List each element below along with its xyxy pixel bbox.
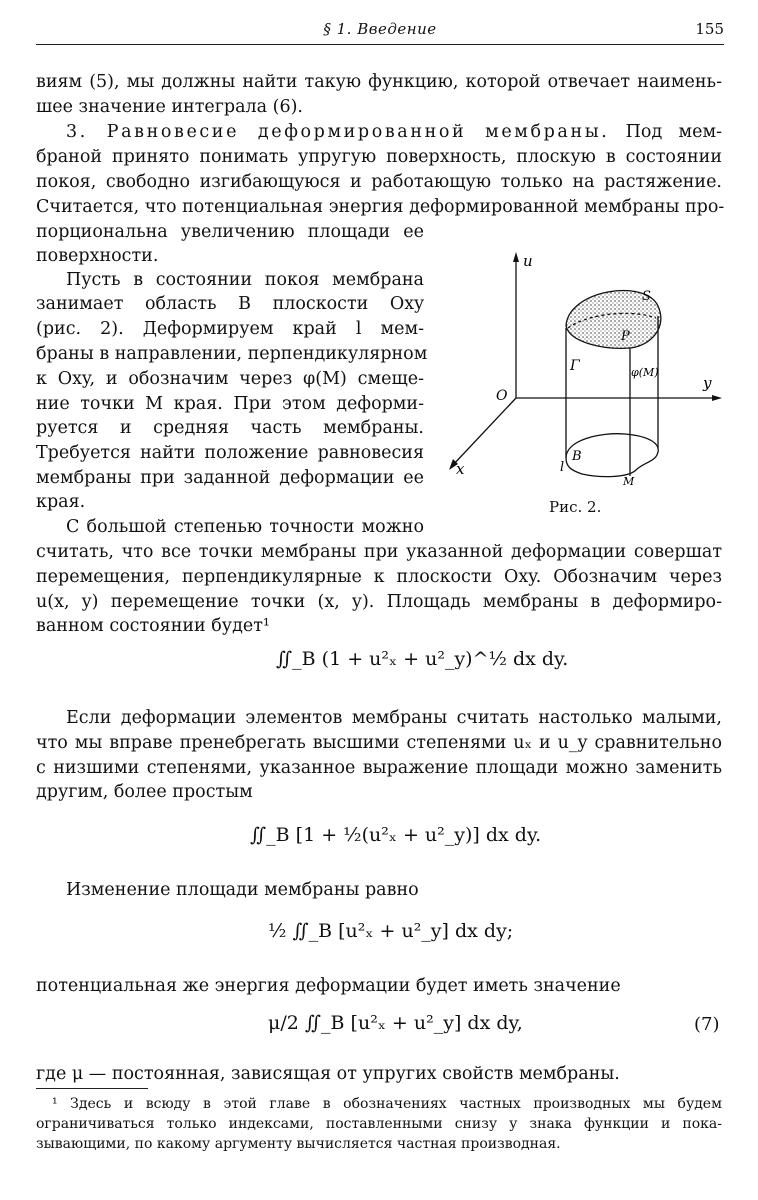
text-line: Требуется найти положение равновесия (36, 443, 424, 463)
text-line: что мы вправе пренебрегать высшими степенями uₓ и u_y сравнительно (36, 733, 722, 753)
footnote-line: ограничиваться только индексами, поставленными снизу у знака функции и пока- (36, 1116, 722, 1132)
text-line: ванном состоянии будет¹ (36, 616, 270, 636)
text-line: Пусть в состоянии покоя мембрана (66, 270, 424, 290)
section-title: § 1. Введение (323, 20, 437, 38)
text-line: где μ — постоянная, зависящая от упругих свойств мембраны. (36, 1064, 620, 1084)
text-line: к Oxy, и обозначим через φ(M) смеще- (36, 369, 424, 389)
text-line: руется и средняя часть мембраны. (36, 418, 424, 438)
text-line: порциональна увеличению площади ее (36, 222, 424, 242)
footnote-line: зывающими, по какому аргументу вычисляется частная производная. (36, 1136, 561, 1152)
u-arrow-icon (513, 252, 519, 262)
text-line: Считается, что потенциальная энергия деформированной мембраны про- (36, 197, 725, 217)
text-line: (рис. 2). Деформируем край l мем- (36, 319, 424, 339)
x-axis (452, 398, 516, 466)
label-gamma: Γ (570, 358, 580, 374)
text-line: ние точки M края. При этом деформи- (36, 394, 424, 414)
text-line: перемещения, перпендикулярные к плоскости Oxy. Обозначим через (36, 567, 722, 587)
label-p: P (621, 329, 630, 344)
label-m: M (623, 475, 635, 488)
text-line: потенциальная же энергия деформации будет иметь значение (36, 976, 621, 996)
formula-energy: μ/2 ∬_B [u²ₓ + u²_y] dx dy, (268, 1012, 523, 1034)
formula-area: ∬_B (1 + u²ₓ + u²_y)^½ dx dy. (276, 648, 569, 670)
label-b: B (572, 449, 582, 464)
text-line: виям (5), мы должны найти такую функцию, которой отвечает наимень- (36, 72, 722, 92)
text-line: шее значение интеграла (6). (36, 97, 303, 117)
section-heading-line (66, 120, 722, 144)
text-line: u(x, y) перемещение точки (x, y). Площадь мембраны в деформиро- (36, 592, 722, 612)
text-line: занимает область B плоскости Oxy (36, 294, 424, 314)
label-phi-m: φ(M) (631, 366, 659, 379)
text-line: покоя, свободно изгибающуюся и работающую только на растяжение. (36, 172, 722, 192)
text-line: браны в направлении, перпендикулярном (36, 344, 428, 364)
text-line: браной принято понимать упругую поверхность, плоскую в состоянии (36, 147, 722, 167)
label-l: l (560, 460, 565, 475)
membrane-figure (430, 248, 730, 498)
text-line: края. (36, 492, 86, 512)
label-u: u (523, 252, 533, 270)
label-y: y (703, 374, 712, 392)
formula-area-change: ½ ∬_B [u²ₓ + u²_y] dx dy; (268, 920, 514, 942)
text-line: с низшими степенями, указанное выражение площади можно заменить (36, 758, 722, 778)
text-line: Если деформации элементов мембраны считать настолько малыми, (66, 708, 722, 728)
y-arrow-icon (712, 395, 722, 401)
text-line: поверхности. (36, 246, 159, 266)
formula-area-approx: ∬_B [1 + ½(u²ₓ + u²_y)] dx dy. (250, 824, 542, 846)
page-number: 155 (695, 20, 724, 38)
running-header (36, 18, 724, 45)
text-line: считать, что все точки мембраны при указанной деформации совершат (36, 542, 722, 562)
label-s: S (642, 289, 651, 304)
text-line: Изменение площади мембраны равно (66, 880, 419, 900)
label-x: x (456, 460, 465, 478)
footnote-line: ¹ Здесь и всюду в этой главе в обозначениях частных производных мы будем (52, 1096, 722, 1112)
text-span: Под мем- (609, 122, 722, 142)
text-line: С большой степенью точности можно (66, 517, 424, 537)
figure-caption: Рис. 2. (549, 498, 602, 516)
text-line: другим, более простым (36, 782, 253, 802)
label-o: O (496, 388, 508, 404)
text-line: мембраны при заданной деформации ее (36, 468, 424, 488)
equation-number: (7) (694, 1014, 720, 1035)
footnote-rule (36, 1088, 148, 1089)
section-heading: 3. Равновесие деформированной мембраны. (66, 122, 610, 142)
